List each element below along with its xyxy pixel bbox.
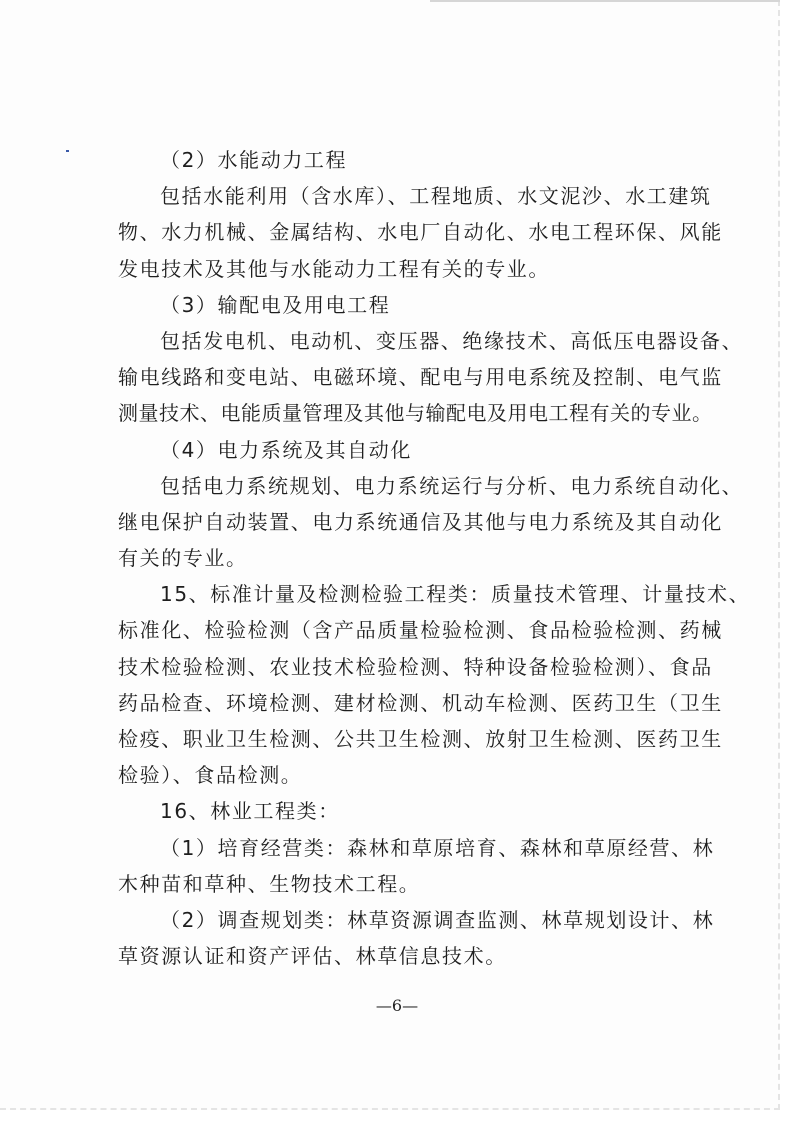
paragraph-line: 物、水力机械、金属结构、水电厂自动化、水电工程环保、风能 — [118, 220, 723, 245]
paragraph-line: 木种苗和草种、生物技术工程。 — [118, 871, 421, 896]
paragraph-line: 包括水能利用（含水库）、工程地质、水文泥沙、水工建筑 — [160, 184, 712, 209]
paragraph-line: 标准化、检验检测（含产品质量检验检测、食品检验检测、药械 — [118, 618, 723, 643]
paragraph-line: 草资源认证和资产评估、林草信息技术。 — [118, 944, 507, 969]
paragraph-line: 有关的专业。 — [118, 546, 248, 571]
paragraph-line: 检验）、食品检测。 — [118, 763, 303, 788]
page-number: —6— — [375, 996, 419, 1015]
section-heading-power-system: （4）电力系统及其自动化 — [160, 437, 412, 462]
paragraph-line: 检疫、职业卫生检测、公共卫生检测、放射卫生检测、医药卫生 — [118, 727, 723, 751]
paragraph-line: 包括电力系统规划、电力系统运行与分析、电力系统自动化、 — [160, 473, 744, 498]
scan-speck — [66, 150, 69, 152]
subsection-cultivation: （1）培育经营类：森林和草原培育、森林和草原经营、林 — [160, 835, 715, 860]
subsection-survey: （2）调查规划类：林草资源调查监测、林草规划设计、林 — [160, 907, 715, 932]
section-heading-hydropower: （2）水能动力工程 — [160, 148, 348, 172]
category-heading-metrology: 15、标准计量及检测检验工程类：质量技术管理、计量技术、 — [160, 582, 751, 607]
paragraph-line: 输电线路和变电站、电磁环境、配电与用电系统及控制、电气监 — [118, 365, 723, 390]
paragraph-line: 药品检查、环境检测、建材检测、机动车检测、医药卫生（卫生 — [118, 690, 723, 715]
scan-edge-line — [430, 0, 780, 2]
paragraph-line: 发电技术及其他与水能动力工程有关的专业。 — [118, 256, 550, 281]
paragraph-line: 继电保护自动装置、电力系统通信及其他与电力系统及其自动化 — [118, 509, 723, 534]
category-heading-forestry: 16、林业工程类： — [160, 799, 340, 824]
paragraph-line: 测量技术、电能质量管理及其他与输配电及用电工程有关的专业。 — [118, 401, 713, 426]
paragraph-line: 技术检验检测、农业技术检验检测、特种设备检验检测）、食品 — [118, 654, 713, 679]
document-body — [118, 142, 751, 974]
paragraph-line: 包括发电机、电动机、变压器、绝缘技术、高低压电器设备、 — [160, 328, 744, 353]
section-heading-transmission: （3）输配电及用电工程 — [160, 292, 391, 317]
